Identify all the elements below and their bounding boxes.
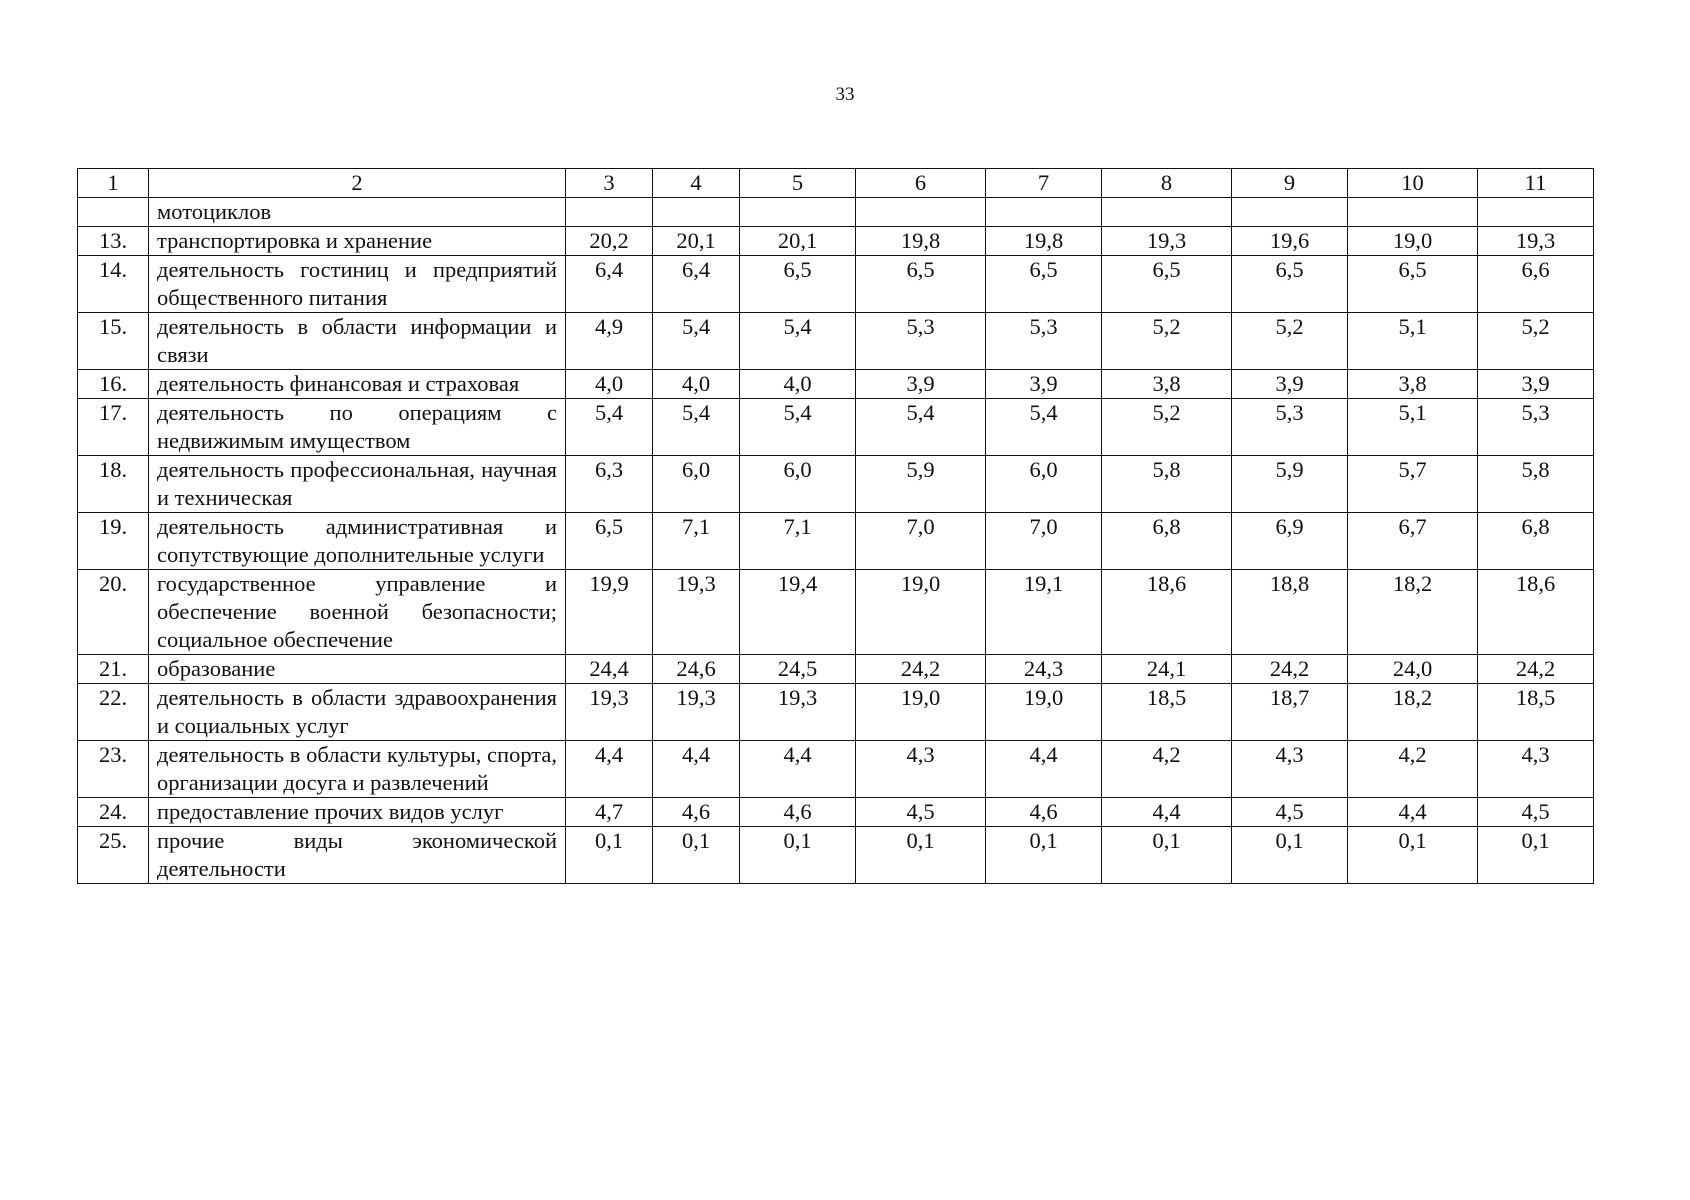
value-cell: 18,8 (1232, 570, 1348, 655)
value-cell (1478, 198, 1594, 227)
value-cell: 24,0 (1348, 655, 1478, 684)
activity-label: мотоциклов (149, 198, 566, 227)
value-cell (1232, 198, 1348, 227)
value-cell: 19,3 (653, 684, 740, 741)
value-cell: 19,0 (986, 684, 1102, 741)
value-cell: 6,6 (1478, 256, 1594, 313)
value-cell (856, 198, 986, 227)
row-number: 22. (78, 684, 149, 741)
value-cell: 7,0 (986, 513, 1102, 570)
value-cell: 6,0 (740, 456, 856, 513)
column-number: 3 (566, 169, 653, 198)
table-row (78, 655, 1594, 684)
value-cell: 7,1 (653, 513, 740, 570)
value-cell: 0,1 (1478, 827, 1594, 884)
column-number: 5 (740, 169, 856, 198)
row-number: 21. (78, 655, 149, 684)
value-cell: 4,4 (1102, 798, 1232, 827)
value-cell: 4,7 (566, 798, 653, 827)
value-cell: 19,0 (1348, 227, 1478, 256)
value-cell: 19,0 (856, 570, 986, 655)
table-row (78, 570, 1594, 655)
table-row (78, 399, 1594, 456)
value-cell: 6,5 (1232, 256, 1348, 313)
value-cell: 24,3 (986, 655, 1102, 684)
value-cell: 20,1 (740, 227, 856, 256)
value-cell: 5,4 (653, 313, 740, 370)
row-number: 20. (78, 570, 149, 655)
row-number (78, 198, 149, 227)
table-row (78, 741, 1594, 798)
value-cell: 4,9 (566, 313, 653, 370)
value-cell: 4,5 (1232, 798, 1348, 827)
value-cell: 19,0 (856, 684, 986, 741)
table-row (78, 313, 1594, 370)
activity-label: транспортировка и хранение (149, 227, 566, 256)
value-cell: 18,5 (1102, 684, 1232, 741)
activity-label: деятельность профессиональная, научная и техническая (149, 456, 566, 513)
column-number: 4 (653, 169, 740, 198)
value-cell: 19,4 (740, 570, 856, 655)
value-cell: 5,9 (1232, 456, 1348, 513)
value-cell: 18,2 (1348, 684, 1478, 741)
value-cell: 5,2 (1102, 313, 1232, 370)
table-row (78, 370, 1594, 399)
value-cell: 5,8 (1478, 456, 1594, 513)
activity-label: государственное управление и обеспечение военной безопасности; социальное обеспечение (149, 570, 566, 655)
value-cell: 19,1 (986, 570, 1102, 655)
statistics-table (77, 168, 1594, 884)
value-cell: 0,1 (986, 827, 1102, 884)
row-number: 14. (78, 256, 149, 313)
activity-label: деятельность гостиниц и предприятий общественного питания (149, 256, 566, 313)
value-cell: 4,6 (986, 798, 1102, 827)
value-cell: 6,8 (1102, 513, 1232, 570)
value-cell: 24,1 (1102, 655, 1232, 684)
activity-label: деятельность в области здравоохранения и социальных услуг (149, 684, 566, 741)
value-cell: 6,7 (1348, 513, 1478, 570)
value-cell: 0,1 (740, 827, 856, 884)
column-number-row (78, 169, 1594, 198)
page-number: 33 (835, 84, 855, 105)
value-cell: 5,2 (1102, 399, 1232, 456)
column-number: 7 (986, 169, 1102, 198)
value-cell: 5,7 (1348, 456, 1478, 513)
value-cell (1348, 198, 1478, 227)
activity-label: образование (149, 655, 566, 684)
row-number: 25. (78, 827, 149, 884)
value-cell (986, 198, 1102, 227)
value-cell: 19,3 (653, 570, 740, 655)
value-cell: 4,2 (1348, 741, 1478, 798)
value-cell: 5,9 (856, 456, 986, 513)
activity-label: деятельность по операциям с недвижимым имуществом (149, 399, 566, 456)
value-cell: 4,4 (1348, 798, 1478, 827)
column-number: 11 (1478, 169, 1594, 198)
value-cell: 24,6 (653, 655, 740, 684)
value-cell: 18,6 (1478, 570, 1594, 655)
value-cell: 5,2 (1232, 313, 1348, 370)
table-row (78, 456, 1594, 513)
value-cell: 19,3 (740, 684, 856, 741)
value-cell: 0,1 (566, 827, 653, 884)
value-cell: 7,0 (856, 513, 986, 570)
value-cell: 19,3 (566, 684, 653, 741)
activity-label: деятельность финансовая и страховая (149, 370, 566, 399)
value-cell: 0,1 (1232, 827, 1348, 884)
value-cell: 6,5 (1102, 256, 1232, 313)
value-cell: 3,9 (986, 370, 1102, 399)
column-number: 6 (856, 169, 986, 198)
row-number: 23. (78, 741, 149, 798)
activity-label: прочие виды экономической деятельности (149, 827, 566, 884)
activity-label: деятельность в области культуры, спорта, организации досуга и развлечений (149, 741, 566, 798)
value-cell: 3,9 (1232, 370, 1348, 399)
value-cell: 3,8 (1348, 370, 1478, 399)
value-cell: 5,3 (856, 313, 986, 370)
value-cell: 4,0 (653, 370, 740, 399)
table-row (78, 827, 1594, 884)
activity-label: деятельность административная и сопутствующие дополнительные услуги (149, 513, 566, 570)
value-cell: 19,8 (856, 227, 986, 256)
value-cell (653, 198, 740, 227)
table-row (78, 798, 1594, 827)
row-number: 15. (78, 313, 149, 370)
value-cell: 3,9 (856, 370, 986, 399)
value-cell: 24,4 (566, 655, 653, 684)
value-cell: 6,5 (740, 256, 856, 313)
value-cell: 5,4 (653, 399, 740, 456)
value-cell: 3,9 (1478, 370, 1594, 399)
column-number: 10 (1348, 169, 1478, 198)
value-cell: 5,1 (1348, 313, 1478, 370)
value-cell: 0,1 (1102, 827, 1232, 884)
value-cell: 0,1 (1348, 827, 1478, 884)
value-cell: 6,5 (566, 513, 653, 570)
row-number: 17. (78, 399, 149, 456)
value-cell: 19,3 (1102, 227, 1232, 256)
value-cell: 6,9 (1232, 513, 1348, 570)
value-cell: 4,5 (856, 798, 986, 827)
value-cell: 20,1 (653, 227, 740, 256)
row-number: 18. (78, 456, 149, 513)
value-cell: 24,2 (1478, 655, 1594, 684)
value-cell: 5,4 (856, 399, 986, 456)
value-cell (566, 198, 653, 227)
value-cell: 4,0 (566, 370, 653, 399)
value-cell: 5,3 (1478, 399, 1594, 456)
value-cell: 4,6 (653, 798, 740, 827)
row-number: 16. (78, 370, 149, 399)
table-row (78, 513, 1594, 570)
value-cell: 5,4 (740, 399, 856, 456)
value-cell: 3,8 (1102, 370, 1232, 399)
column-number: 2 (149, 169, 566, 198)
value-cell: 0,1 (653, 827, 740, 884)
value-cell: 4,5 (1478, 798, 1594, 827)
value-cell: 4,3 (1478, 741, 1594, 798)
value-cell: 18,6 (1102, 570, 1232, 655)
value-cell: 5,8 (1102, 456, 1232, 513)
value-cell: 4,3 (1232, 741, 1348, 798)
value-cell: 4,4 (740, 741, 856, 798)
value-cell: 5,3 (986, 313, 1102, 370)
value-cell: 24,2 (856, 655, 986, 684)
value-cell: 20,2 (566, 227, 653, 256)
value-cell: 6,5 (986, 256, 1102, 313)
column-number: 8 (1102, 169, 1232, 198)
value-cell: 4,0 (740, 370, 856, 399)
value-cell: 6,4 (653, 256, 740, 313)
table-row (78, 684, 1594, 741)
value-cell: 24,2 (1232, 655, 1348, 684)
value-cell: 4,4 (986, 741, 1102, 798)
value-cell: 6,0 (653, 456, 740, 513)
row-number: 19. (78, 513, 149, 570)
value-cell: 0,1 (856, 827, 986, 884)
value-cell: 6,3 (566, 456, 653, 513)
value-cell: 5,4 (740, 313, 856, 370)
value-cell: 6,0 (986, 456, 1102, 513)
value-cell: 19,3 (1478, 227, 1594, 256)
value-cell: 6,5 (856, 256, 986, 313)
table-body (78, 169, 1594, 884)
value-cell: 18,2 (1348, 570, 1478, 655)
row-number: 24. (78, 798, 149, 827)
column-number: 9 (1232, 169, 1348, 198)
table-row (78, 256, 1594, 313)
value-cell: 4,4 (566, 741, 653, 798)
value-cell: 4,2 (1102, 741, 1232, 798)
row-number: 13. (78, 227, 149, 256)
value-cell: 5,4 (986, 399, 1102, 456)
value-cell: 24,5 (740, 655, 856, 684)
table-row (78, 227, 1594, 256)
value-cell: 18,5 (1478, 684, 1594, 741)
value-cell: 5,2 (1478, 313, 1594, 370)
value-cell: 4,4 (653, 741, 740, 798)
value-cell: 5,1 (1348, 399, 1478, 456)
activity-label: деятельность в области информации и связи (149, 313, 566, 370)
value-cell: 19,6 (1232, 227, 1348, 256)
value-cell: 6,5 (1348, 256, 1478, 313)
value-cell: 18,7 (1232, 684, 1348, 741)
value-cell: 4,6 (740, 798, 856, 827)
value-cell (740, 198, 856, 227)
value-cell: 19,8 (986, 227, 1102, 256)
table-row (78, 198, 1594, 227)
value-cell: 5,3 (1232, 399, 1348, 456)
value-cell: 6,4 (566, 256, 653, 313)
activity-label: предоставление прочих видов услуг (149, 798, 566, 827)
value-cell (1102, 198, 1232, 227)
value-cell: 5,4 (566, 399, 653, 456)
value-cell: 7,1 (740, 513, 856, 570)
value-cell: 4,3 (856, 741, 986, 798)
column-number: 1 (78, 169, 149, 198)
value-cell: 19,9 (566, 570, 653, 655)
value-cell: 6,8 (1478, 513, 1594, 570)
